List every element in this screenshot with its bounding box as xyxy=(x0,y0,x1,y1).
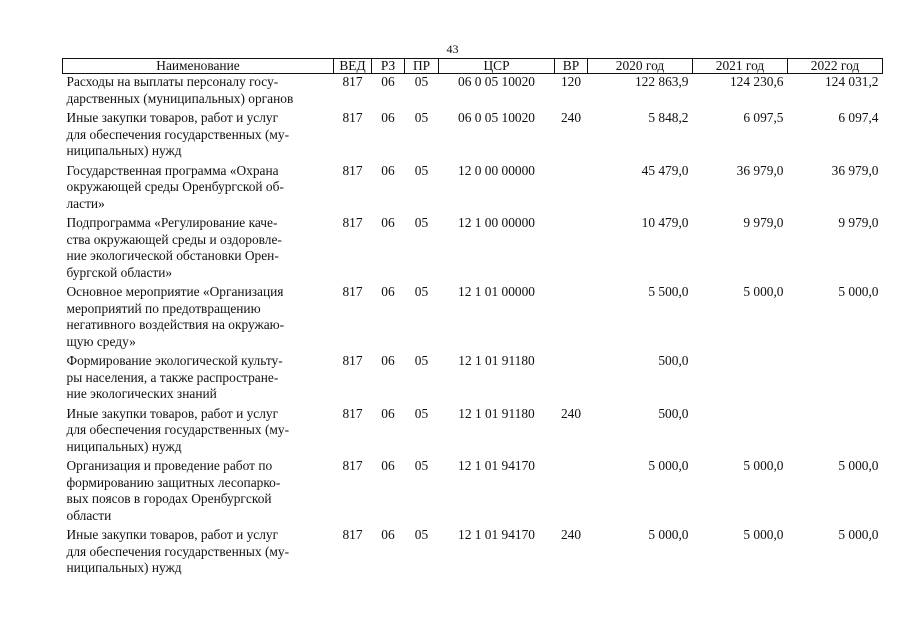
cell-csr: 12 1 01 94170 xyxy=(458,458,535,473)
cell-2021: 5 000,0 xyxy=(743,284,784,299)
page-number: 43 xyxy=(446,42,459,56)
cell-rz: 06 xyxy=(381,284,395,299)
cell-2021 xyxy=(693,353,788,406)
cell-vr: 120 xyxy=(560,74,582,89)
cell-ved: 817 xyxy=(342,527,363,542)
header-name: Наименование xyxy=(63,59,334,74)
cell-2022: 5 000,0 xyxy=(838,284,879,299)
cell-pr: 05 xyxy=(414,458,429,473)
table-row xyxy=(63,163,883,216)
cell-ved: 817 xyxy=(342,110,363,125)
cell-2022: 6 097,4 xyxy=(838,110,879,125)
cell-vr xyxy=(555,458,588,527)
table-row xyxy=(63,74,883,111)
cell-csr: 12 0 00 00000 xyxy=(458,162,535,178)
cell-csr: 12 1 01 91180 xyxy=(458,405,535,421)
cell-rz: 06 xyxy=(381,162,395,178)
cell-vr xyxy=(555,284,588,353)
cell-2020: 5 848,2 xyxy=(648,110,689,125)
cell-pr: 05 xyxy=(414,527,429,542)
cell-2020: 45 479,0 xyxy=(641,162,689,178)
budget-table xyxy=(62,58,883,580)
table-row xyxy=(63,215,883,284)
cell-2022: 9 979,0 xyxy=(838,215,879,230)
cell-name: Иные закупки товаров, работ и услуг для обеспечения государственных (му- ниципальных) нужд xyxy=(66,405,290,454)
cell-name: Иные закупки товаров, работ и услуг для обеспечения государственных (му- ниципальных) нужд xyxy=(66,110,290,158)
cell-ved: 817 xyxy=(342,284,363,299)
cell-pr: 05 xyxy=(414,405,429,421)
table-row xyxy=(63,284,883,353)
cell-rz: 06 xyxy=(381,215,395,230)
header-pr: ПР xyxy=(405,59,439,74)
cell-name: Расходы на выплаты персоналу госу- дарственных (муниципальных) органов xyxy=(66,74,294,106)
cell-vr: 240 xyxy=(560,110,582,125)
cell-2021: 9 979,0 xyxy=(743,215,784,230)
table-row xyxy=(63,527,883,580)
cell-name: Формирование экологической культу- ры населения, а также распростране- ние экологических знаний xyxy=(66,353,283,401)
header-rz: РЗ xyxy=(372,59,405,74)
header-2020: 2020 год xyxy=(588,59,693,74)
cell-name: Организация и проведение работ по формированию защитных лесопарко- вых поясов в городах Оренбургской области xyxy=(66,458,281,523)
cell-pr: 05 xyxy=(414,353,429,368)
table-row xyxy=(63,458,883,527)
cell-2021: 6 097,5 xyxy=(743,110,784,125)
cell-2021: 124 230,6 xyxy=(729,74,784,89)
cell-vr xyxy=(555,353,588,406)
cell-csr: 12 1 01 94170 xyxy=(458,527,535,542)
cell-name: Основное мероприятие «Организация мероприятий по предотвращению негативного воздействия на окружаю- щую среду» xyxy=(66,284,285,349)
cell-pr: 05 xyxy=(414,215,429,230)
cell-rz: 06 xyxy=(381,405,395,421)
cell-2020: 10 479,0 xyxy=(641,215,689,230)
cell-vr: 240 xyxy=(560,405,582,421)
cell-2020: 122 863,9 xyxy=(634,74,689,89)
cell-2022: 5 000,0 xyxy=(838,527,879,542)
cell-name: Государственная программа «Охрана окружающей среды Оренбургской об- ласти» xyxy=(66,162,284,211)
cell-ved: 817 xyxy=(342,74,363,89)
cell-name: Иные закупки товаров, работ и услуг для обеспечения государственных (му- ниципальных) нужд xyxy=(66,527,290,575)
table-row xyxy=(63,406,883,459)
cell-ved: 817 xyxy=(342,405,363,421)
cell-2021: 5 000,0 xyxy=(743,458,784,473)
cell-2020: 500,0 xyxy=(658,405,689,421)
table-body xyxy=(63,74,883,580)
cell-rz: 06 xyxy=(381,527,395,542)
table-row xyxy=(63,110,883,163)
cell-rz: 06 xyxy=(381,353,395,368)
header-2021: 2021 год xyxy=(693,59,788,74)
cell-2020: 500,0 xyxy=(658,353,689,368)
cell-vr: 240 xyxy=(560,527,582,542)
cell-2022: 5 000,0 xyxy=(838,458,879,473)
cell-csr: 06 0 05 10020 xyxy=(458,110,535,125)
cell-csr: 12 1 01 00000 xyxy=(458,284,535,299)
cell-2022: 36 979,0 xyxy=(831,162,879,178)
header-row xyxy=(63,59,883,74)
cell-2021: 36 979,0 xyxy=(736,162,784,178)
cell-rz: 06 xyxy=(381,110,395,125)
cell-2020: 5 000,0 xyxy=(648,527,689,542)
cell-ved: 817 xyxy=(342,162,363,178)
cell-pr: 05 xyxy=(414,162,429,178)
cell-ved: 817 xyxy=(342,458,363,473)
cell-2022 xyxy=(788,353,883,406)
cell-pr: 05 xyxy=(414,110,429,125)
header-csr: ЦСР xyxy=(439,59,555,74)
header-ved: ВЕД xyxy=(334,59,372,74)
cell-2020: 5 000,0 xyxy=(648,458,689,473)
cell-rz: 06 xyxy=(381,458,395,473)
header-vr: ВР xyxy=(555,59,588,74)
cell-pr: 05 xyxy=(414,74,429,89)
cell-csr: 12 1 00 00000 xyxy=(458,215,535,230)
cell-name: Подпрограмма «Регулирование каче- ства окружающей среды и оздоровле- ние экологической обстановки Орен- бургской области» xyxy=(66,215,282,280)
cell-2021: 5 000,0 xyxy=(743,527,784,542)
cell-vr xyxy=(555,163,588,216)
cell-2022: 124 031,2 xyxy=(824,74,879,89)
cell-ved: 817 xyxy=(342,215,363,230)
cell-2022 xyxy=(788,406,883,459)
cell-2021 xyxy=(693,406,788,459)
table-row xyxy=(63,353,883,406)
cell-ved: 817 xyxy=(342,353,363,368)
cell-pr: 05 xyxy=(414,284,429,299)
cell-vr xyxy=(555,215,588,284)
cell-rz: 06 xyxy=(381,74,395,89)
header-2022: 2022 год xyxy=(788,59,883,74)
cell-csr: 06 0 05 10020 xyxy=(458,74,535,89)
cell-2020: 5 500,0 xyxy=(648,284,689,299)
cell-csr: 12 1 01 91180 xyxy=(458,353,535,368)
